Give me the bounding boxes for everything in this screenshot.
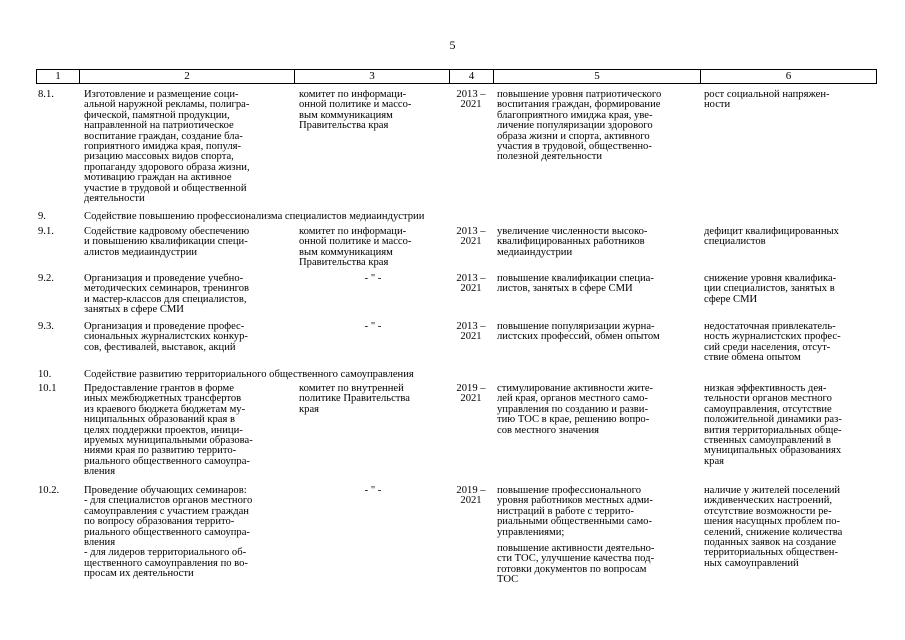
executor-ditto: - " - xyxy=(364,321,382,332)
row-number: 10.2. xyxy=(38,485,60,496)
section-title: Содействие повышению профессионализма специалистов медиаиндустрии xyxy=(84,211,425,222)
period-text: 2013 – 2021 xyxy=(456,226,486,248)
result-text: повышение квалификации специа- листов, занятых в сфере СМИ xyxy=(497,273,654,295)
risk-text: низкая эффективность дея- тельности органов местного самоуправления, отсутствие положительной динамики раз- вития территориальных обще- ственных самоуправлений в муниципальных образованиях края xyxy=(704,383,842,467)
risk-text: дефицит квалифицированных специалистов xyxy=(704,226,839,248)
row-number: 9.1. xyxy=(38,226,54,237)
result-text: увеличение численности высоко- квалифицированных работников медиаиндустрии xyxy=(497,226,648,258)
event-text: Изготовление и размещение соци- альной наружной рекламы, полигра- фической, памятной продукции, направленной на патриотическое воспитание граждан, создание бла- гоприятного имиджа края, популя- ризацию массовых видов спорта, пропаганду здорового образа жизни, мотивацию граждан на активное участие в трудовой и общественной деятельности xyxy=(84,89,250,205)
section-number: 10. xyxy=(38,369,52,380)
event-text: Предоставление грантов в форме иных межбюджетных трансфертов из краевого бюджета бюджетам му- ниципальных образований края в целях поддержки проектов, иници- ируемых муниципальными образова- ниями края по развитию террито- риального общественного самоупра- вления xyxy=(84,383,253,478)
result-text: повышение профессионального уровня работников местных адми- нистраций в работе с террито- риальными общественными само- управлениями; xyxy=(497,485,653,538)
event-text: Содействие кадровому обеспечению и повышению квалификации специ- алистов медиаиндустрии xyxy=(84,226,250,258)
result-text: стимулирование активности жите- лей края, органов местного само- управления по созданию и разви- тию ТОС в крае, решению вопро- сов местного значения xyxy=(497,383,654,436)
event-text: Организация и проведение профес- сиональных журналистских конкур- сов, фестивалей, выставок, акций xyxy=(84,321,248,353)
column-number-6: 6 xyxy=(785,70,792,82)
column-number-1: 1 xyxy=(55,70,61,82)
column-number-3: 3 xyxy=(369,70,375,82)
risk-text: недостаточная привлекатель- ность журналистских профес- сий среди населения, отсут- ствие обмена опытом xyxy=(704,321,841,364)
column-number-5: 5 xyxy=(594,70,600,82)
period-text: 2013 – 2021 xyxy=(456,89,486,111)
executor-ditto: - " - xyxy=(364,485,382,496)
period-text: 2019 – 2021 xyxy=(456,485,486,507)
row-number: 9.3. xyxy=(38,321,54,332)
period-text: 2019 – 2021 xyxy=(456,383,486,405)
period-text: 2013 – 2021 xyxy=(456,273,486,295)
column-number-4: 4 xyxy=(468,70,475,82)
row-number: 9.2. xyxy=(38,273,54,284)
executor-text: комитет по информаци- онной политике и массо- вым коммуникациям Правительства края xyxy=(299,89,412,132)
risk-text: снижение уровня квалифика- ции специалистов, занятых в сфере СМИ xyxy=(704,273,837,305)
event-text: Организация и проведение учебно- методических семинаров, тренингов и мастер-классов для специалистов, занятых в сфере СМИ xyxy=(84,273,250,316)
risk-text: наличие у жителей поселений иждивенческих настроений, отсутствие возможности ре- шения насущных проблем по- селений, снижение количества поданных заявок на создание территориальных обществен- ных самоуправлений xyxy=(704,485,843,569)
header-bottom-border xyxy=(36,83,877,84)
executor-text: комитет по внутренней политике Правительства края xyxy=(299,383,410,415)
header-divider-right xyxy=(876,69,877,84)
row-number: 10.1 xyxy=(38,383,57,394)
section-title: Содействие развитию территориального общественного самоуправления xyxy=(84,369,414,380)
result-text: повышение уровня патриотического воспитания граждан, формирование благоприятного имиджа края, уве- личение популяризации здорового образа жизни и спорта, активного участия в трудовой, общественно- полезной деятельности xyxy=(497,89,662,163)
event-text: Проведение обучающих семинаров: - для специалистов органов местного самоуправления с участием граждан по вопросу образования террито- риального общественного самоупра- вления - для лидеров территориального об- щественного самоуправления по во- просам их деятельности xyxy=(84,485,253,580)
risk-text: рост социальной напряжен- ности xyxy=(704,89,830,111)
period-text: 2013 – 2021 xyxy=(456,321,486,343)
column-number-2: 2 xyxy=(184,70,190,82)
result-text-second: повышение активности деятельно- сти ТОС, улучшение качества под- готовки документов по вопросам ТОС xyxy=(497,543,655,586)
executor-ditto: - " - xyxy=(364,273,382,284)
section-number: 9. xyxy=(38,211,46,222)
executor-text: комитет по информаци- онной политике и массо- вым коммуникациям Правительства края xyxy=(299,226,412,269)
row-number: 8.1. xyxy=(38,89,54,100)
page-number: 5 xyxy=(449,38,456,52)
result-text: повышение популяризации журна- листских профессий, обмен опытом xyxy=(497,321,660,343)
